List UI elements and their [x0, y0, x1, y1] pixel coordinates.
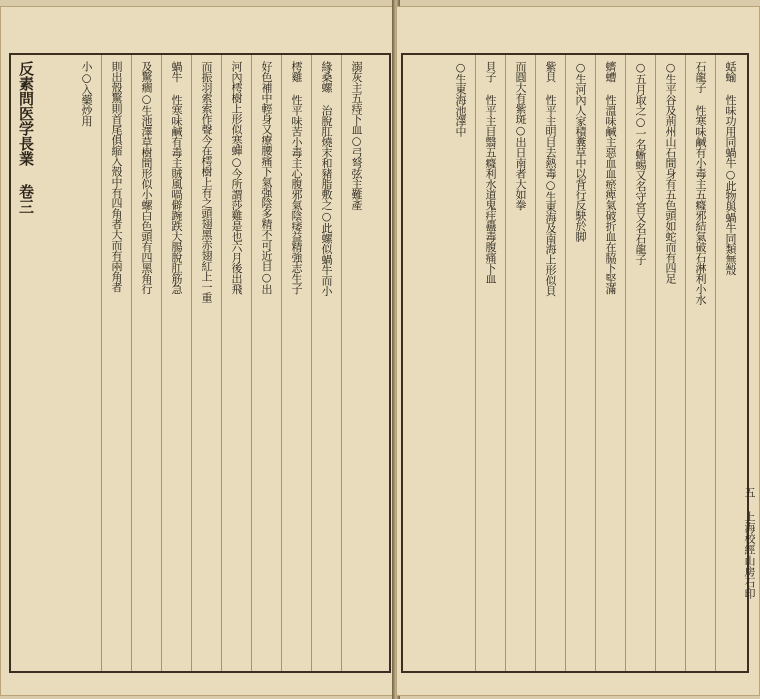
left-text-frame [9, 53, 391, 673]
text-column: 紫貝 性平主明目去熱毒○生東海及南海上形似貝 [544, 61, 557, 296]
page-title: 反素問医学長業 卷三 [17, 61, 35, 214]
text-column: 溺灰主五痔下血○弓弩弦主難產 [350, 61, 363, 210]
text-column: 好色補中輕身又療腰痛下氣强陰多精不可近目○出 [260, 61, 273, 294]
page-footer: 五 上海校經山房石印 [743, 487, 756, 599]
text-column: ○生河內人家積糞草中以背行反駃於脚 [574, 61, 587, 242]
text-column: 則出殼驚則首尾俱縮入殼中有四角者大而有兩角者 [110, 61, 123, 292]
text-column: 及驚癎○生池澤草樹間形似小螺白色頭有四黑角行 [140, 61, 153, 294]
text-column: 河內樗樹上形似寒蟬○今所謂莎雞是也六月後出飛 [230, 61, 243, 294]
text-column: 而振羽索索作聲今在樗樹上有之頭翅黑赤翅紅上一重 [200, 61, 213, 303]
text-column: 蛞蝓 性味功用同蝸牛○此物與蝸牛同類無殼 [724, 61, 737, 275]
text-column: 小○入藥炒用 [80, 61, 93, 126]
right-page [396, 6, 760, 696]
text-column: 而圓大有紫斑○出日南者大如拳 [514, 61, 527, 210]
left-page [0, 6, 394, 696]
text-column: 蠐螬 性溫味鹹主惡血血瘀痺氣破折血在脇下堅滿 [604, 61, 617, 294]
text-column: ○五月取之○一名蜥蜴又名守宮又名石龍子 [634, 61, 647, 265]
right-text-frame [401, 53, 749, 673]
text-column: ○生東海池澤中 [454, 61, 467, 137]
text-column: 樗雞 性平味苦小毒主心腹邪氣陰痿益精強志生子 [290, 61, 303, 294]
text-column: 貝子 性平主目翳五癃利水道鬼疰蠱毒腹痛下血 [484, 61, 497, 284]
text-column: 緣桑螺 治脫肛燒末和豬脂敷之○此螺似蝸牛而小 [320, 61, 333, 296]
text-column: 蝸牛 性寒味鹹有毒主賊風喎僻踠跌大腸脫肛筋急 [170, 61, 183, 294]
text-column: 石龍子 性寒味鹹有小毒主五癃邪結氣破石淋利小水 [694, 61, 707, 305]
text-column: ○生平谷及荊州山石間身有五色頭如蛇而有四足 [664, 61, 677, 284]
